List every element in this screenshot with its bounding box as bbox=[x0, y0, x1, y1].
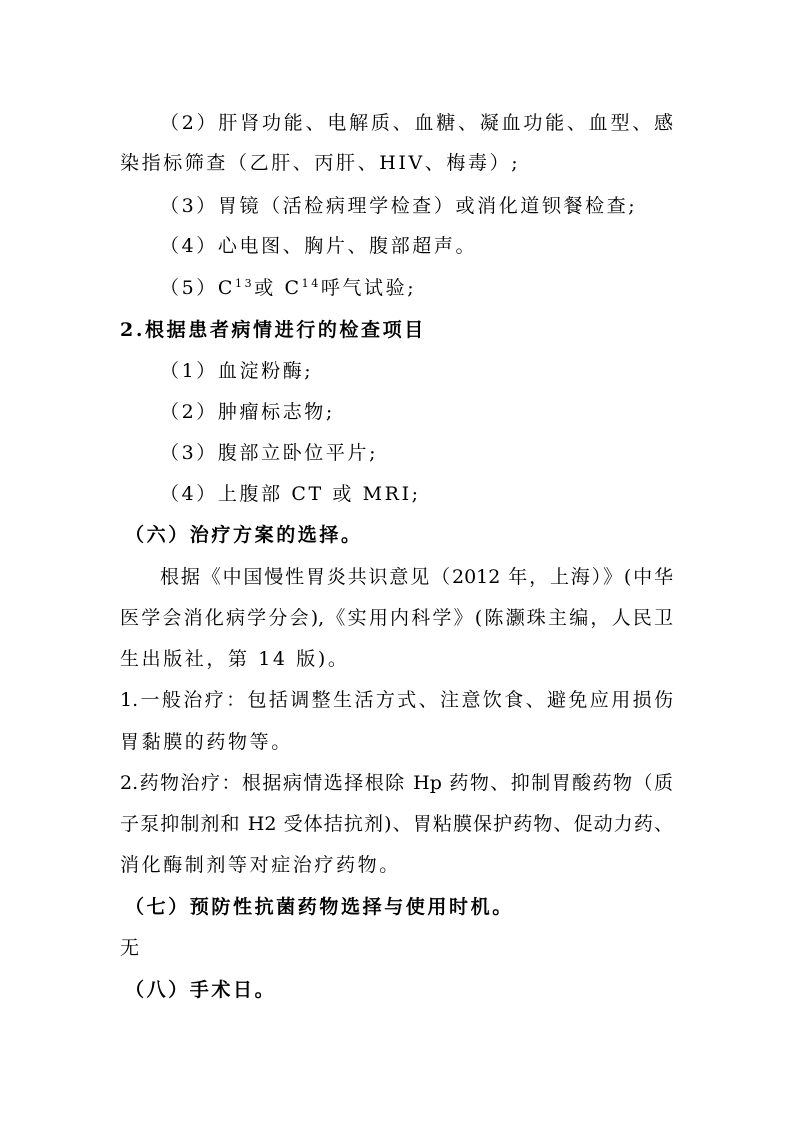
list-item: （2）肿瘤标志物; bbox=[160, 401, 335, 423]
item5 bbox=[160, 276, 416, 300]
basis-line3: 生出版社，第 14 版)。 bbox=[120, 648, 350, 670]
item3: （3）胃镜（活检病理学检查）或消化道钡餐检查; bbox=[160, 195, 638, 217]
item5-mid: 或 C bbox=[254, 277, 302, 299]
section6-heading: （六）治疗方案的选择。 bbox=[125, 524, 363, 546]
section7-body: 无 bbox=[120, 937, 142, 959]
section7-heading: （七）预防性抗菌药物选择与使用时机。 bbox=[125, 896, 514, 918]
item2-line2: 染指标筛查（乙肝、丙肝、HIV、梅毒）; bbox=[120, 152, 521, 174]
treatment2-line1: 2.药物治疗：根据病情选择根除 Hp 药物、抑制胃酸药物（质 bbox=[120, 772, 673, 794]
basis-line1: 根据《中国慢性胃炎共识意见（2012 年，上海）》(中华 bbox=[160, 566, 673, 588]
treatment2-line2: 子泵抑制剂和 H2 受体拮抗剂)、胃粘膜保护药物、促动力药、 bbox=[120, 813, 673, 835]
treatment2-line3: 消化酶制剂等对症治疗药物。 bbox=[120, 854, 401, 876]
item4: （4）心电图、胸片、腹部超声。 bbox=[160, 235, 478, 257]
list-item: （4）上腹部 CT 或 MRI; bbox=[160, 483, 421, 505]
item5-sup1: 13 bbox=[235, 277, 255, 290]
treatment1-line1: 1.一般治疗：包括调整生活方式、注意饮食、避免应用损伤 bbox=[120, 689, 673, 711]
section8-heading: （八）手术日。 bbox=[125, 979, 277, 1001]
item2-line1: （2）肝肾功能、电解质、血糖、凝血功能、血型、感 bbox=[160, 112, 673, 134]
list-item: （1）血淀粉酶; bbox=[160, 360, 314, 382]
item5-sup2: 14 bbox=[301, 277, 321, 290]
list-item: （3）腹部立卧位平片; bbox=[160, 442, 379, 464]
item5-suffix: 呼气试验; bbox=[320, 277, 417, 299]
treatment1-line2: 胃黏膜的药物等。 bbox=[120, 731, 293, 753]
basis-line2: 医学会消化病学分会),《实用内科学》(陈灏珠主编，人民卫 bbox=[120, 607, 673, 629]
section2-heading: 2.根据患者病情进行的检查项目 bbox=[120, 319, 426, 341]
item5-prefix: （5）C bbox=[160, 277, 236, 299]
